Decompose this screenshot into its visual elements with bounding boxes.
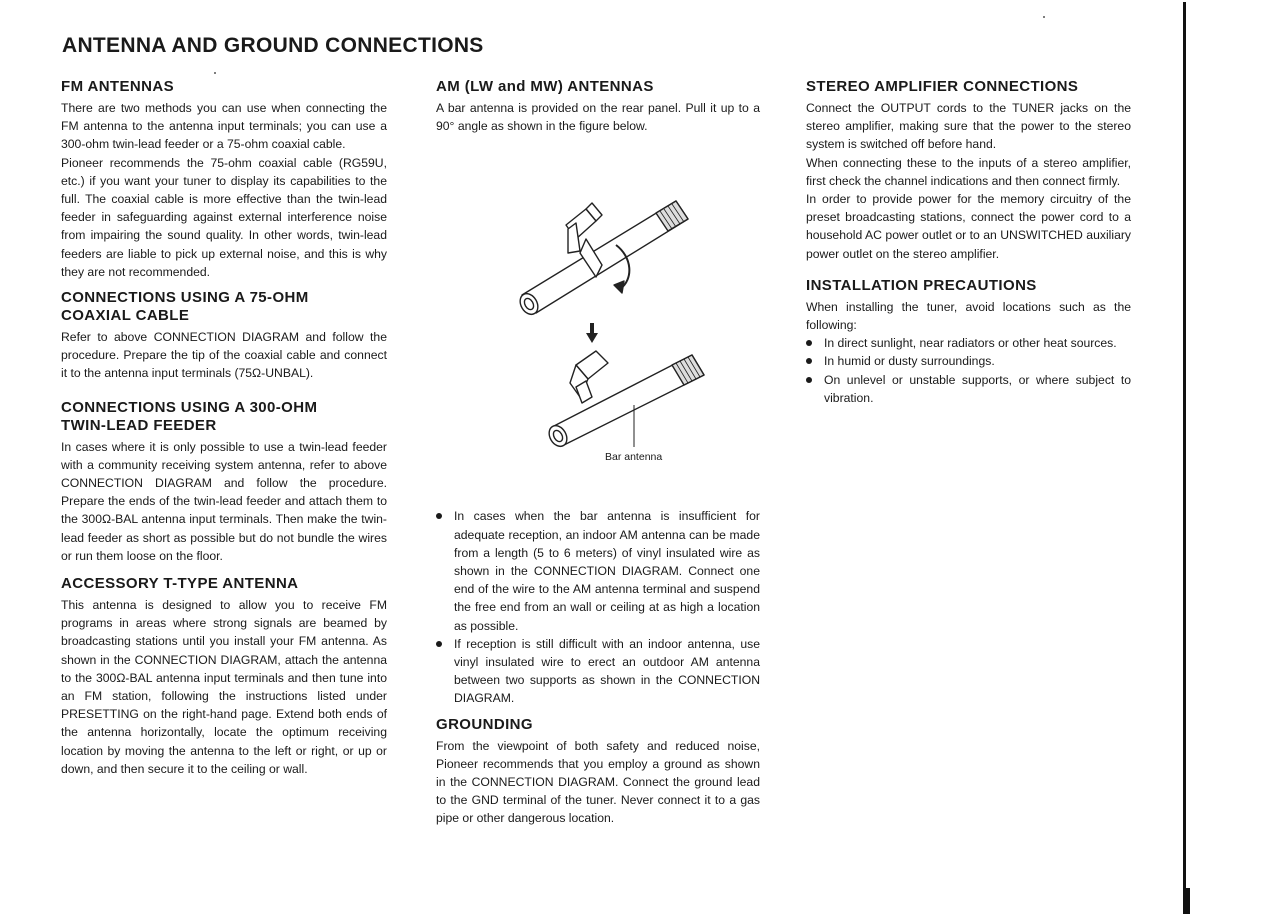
coax-heading: CONNECTIONS USING A 75-OHM COAXIAL CABLE xyxy=(61,289,309,325)
fm-antennas-heading: FM ANTENNAS xyxy=(61,78,175,95)
twin-lead-paragraph: In cases where it is only possible to use a twin-lead feeder with a community receiving system antenna, refer to above CONNECTION DIAGRAM and follow the procedure. Prepare the ends of the twin-lead feeder and attach them to the 300Ω-BAL antenna input terminals. Then make the twin-lead feeder as short as possible but do not bundle the wires or run them loose on the floor. xyxy=(61,439,387,563)
page-edge-line xyxy=(1183,2,1186,914)
antenna-folded-drawing xyxy=(517,201,688,318)
twin-lead-section xyxy=(61,399,387,565)
installation-list xyxy=(806,334,1131,407)
grounding-section xyxy=(436,716,760,828)
antenna-extended-drawing xyxy=(546,351,704,450)
coax-section xyxy=(61,289,387,383)
page-title: ANTENNA AND GROUND CONNECTIONS xyxy=(62,34,484,57)
column-left xyxy=(61,78,387,786)
scan-speck xyxy=(214,72,216,74)
stereo-amplifier-paragraph-2: When connecting these to the inputs of a stereo amplifier, first check the channel indications and then connect firmly. xyxy=(806,155,1131,188)
column-middle xyxy=(436,78,760,836)
list-item: On unlevel or unstable supports, or where subject to vibration. xyxy=(806,371,1131,407)
list-item: If reception is still difficult with an indoor antenna, use vinyl insulated wire to erect an outdoor AM antenna between two supports as shown in the CONNECTION DIAGRAM. xyxy=(436,635,760,708)
stereo-amplifier-paragraph-3: In order to provide power for the memory circuitry of the preset broadcasting stations, connect the power cord to a household AC power outlet or to an UNSWITCHED auxiliary power outlet on the stereo amplifier. xyxy=(806,192,1131,261)
bar-antenna-figure xyxy=(436,165,760,463)
fm-antennas-paragraph-1: There are two methods you can use when connecting the FM antenna to the antenna input terminals; you can use a 300-ohm twin-lead feeder or a 75-ohm coaxial cable. xyxy=(61,101,387,152)
am-antennas-heading: AM (LW and MW) ANTENNAS xyxy=(436,78,654,95)
list-item: In cases when the bar antenna is insufficient for adequate reception, an indoor AM antenna can be made from a length (5 to 6 meters) of vinyl insulated wire as shown in the CONNECTION DIAGRAM. Connect one end of the wire to the AM antenna terminal and suspend the free end from an wall or ceiling at as high a location as possible. xyxy=(436,507,760,634)
coax-paragraph: Refer to above CONNECTION DIAGRAM and follow the procedure. Prepare the tip of the coaxial cable and connect it to the antenna input terminals (75Ω-UNBAL). xyxy=(61,330,387,381)
am-tips-list xyxy=(436,507,760,707)
stereo-amplifier-section xyxy=(806,78,1131,263)
page-edge-tab xyxy=(1183,888,1190,914)
fm-antennas-section xyxy=(61,78,387,281)
list-item: In humid or dusty surroundings. xyxy=(806,352,1131,370)
bar-antenna-illustration xyxy=(436,165,760,463)
am-antennas-section xyxy=(436,78,760,135)
column-right xyxy=(806,78,1131,415)
scan-speck xyxy=(1043,16,1045,18)
stereo-amplifier-paragraph-1: Connect the OUTPUT cords to the TUNER jacks on the stereo amplifier, making sure that the power to the stereo system is switched off before hand. xyxy=(806,101,1131,152)
installation-section xyxy=(806,277,1131,407)
t-type-paragraph: This antenna is designed to allow you to receive FM programs in areas where strong signals are beamed by broadcasting stations until you install your FM antenna. As shown in the CONNECTION DIAGRAM, attach the antenna to the 300Ω-BAL antenna input terminals and then tune into an FM station, following the instructions listed under PRESETTING on the right-hand page. Extend both ends of the antenna horizontally, locate the optimum receiving location by moving the antenna to the left or right, or up or down, and then secure it to the ceiling or wall. xyxy=(61,598,387,776)
grounding-paragraph: From the viewpoint of both safety and reduced noise, Pioneer recommends that you employ a ground as shown in the CONNECTION DIAGRAM. Connect the ground lead to the GND terminal of the tuner. Never connect it to a gas pipe or other dangerous location. xyxy=(436,738,760,826)
twin-lead-heading: CONNECTIONS USING A 300-OHM TWIN-LEAD FEEDER xyxy=(61,398,318,434)
list-item: In direct sunlight, near radiators or other heat sources. xyxy=(806,334,1131,352)
am-antennas-paragraph: A bar antenna is provided on the rear panel. Pull it up to a 90° angle as shown in the figure below. xyxy=(436,101,760,134)
installation-paragraph: When installing the tuner, avoid locations such as the following: xyxy=(806,299,1131,333)
installation-heading: INSTALLATION PRECAUTIONS xyxy=(806,276,1037,294)
fm-antennas-paragraph-2: Pioneer recommends the 75-ohm coaxial cable (RG59U, etc.) if you want your tuner to display its capabilities to the full. The coaxial cable is more effective than the twin-lead feeder in safeguarding against external interference noise from impairing the sound quality. In other words, twin-lead feeders are liable to pick up external noise, and this is why they are not recommended. xyxy=(61,155,387,279)
grounding-heading: GROUNDING xyxy=(436,715,533,733)
t-type-section xyxy=(61,575,387,778)
t-type-heading: ACCESSORY T-TYPE ANTENNA xyxy=(61,575,299,593)
stereo-amplifier-heading: STEREO AMPLIFIER CONNECTIONS xyxy=(806,78,1079,95)
bar-antenna-caption: Bar antenna xyxy=(605,451,663,464)
